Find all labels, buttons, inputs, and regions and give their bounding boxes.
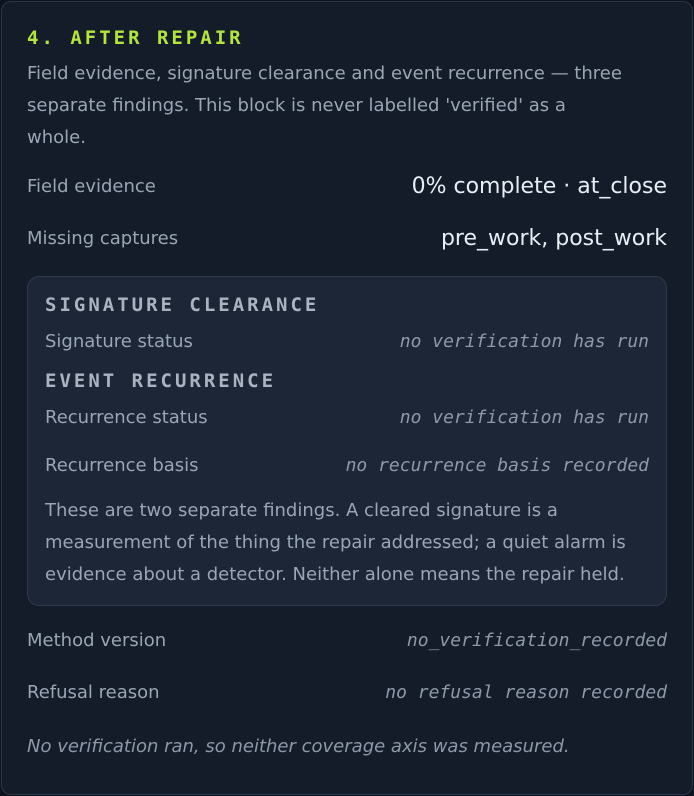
missing-captures-row	[27, 212, 667, 264]
findings-note: These are two separate findings. A cleared signature is a measurement of the thing the repair addressed; a quiet alarm is evidence about a detector. Neither alone means the repair held.	[45, 500, 626, 585]
signature-status-value: no verification has run	[399, 330, 649, 352]
refusal-reason-row	[27, 666, 667, 718]
signature-clearance-heading: SIGNATURE CLEARANCE	[45, 294, 320, 316]
section-heading: 4. AFTER REPAIR	[27, 27, 244, 49]
method-version-value: no_verification_recorded	[406, 629, 667, 651]
signature-status-label: Signature status	[45, 330, 193, 352]
refusal-reason-value: no refusal reason recorded	[385, 681, 667, 703]
signature-status-row	[45, 317, 649, 365]
recurrence-status-label: Recurrence status	[45, 406, 208, 428]
footer-note: No verification ran, so neither coverage axis was measured.	[27, 736, 570, 757]
recurrence-basis-row	[45, 441, 649, 489]
recurrence-basis-label: Recurrence basis	[45, 454, 199, 476]
section-intro: Field evidence, signature clearance and event recurrence — three separate findings. This block is never labelled 'verified' as a whole.	[27, 63, 622, 148]
method-version-label: Method version	[27, 629, 167, 651]
recurrence-status-row	[45, 393, 649, 441]
method-version-row	[27, 614, 667, 666]
field-evidence-row	[27, 160, 667, 212]
findings-panel	[27, 276, 667, 606]
refusal-reason-label: Refusal reason	[27, 681, 160, 703]
after-repair-card	[1, 1, 693, 795]
recurrence-basis-value: no recurrence basis recorded	[345, 454, 649, 476]
missing-captures-value: pre_work, post_work	[440, 225, 667, 251]
recurrence-status-value: no verification has run	[399, 406, 649, 428]
event-recurrence-heading: EVENT RECURRENCE	[45, 370, 277, 392]
missing-captures-label: Missing captures	[27, 227, 179, 249]
field-evidence-value: 0% complete · at_close	[411, 173, 667, 199]
field-evidence-label: Field evidence	[27, 175, 156, 197]
